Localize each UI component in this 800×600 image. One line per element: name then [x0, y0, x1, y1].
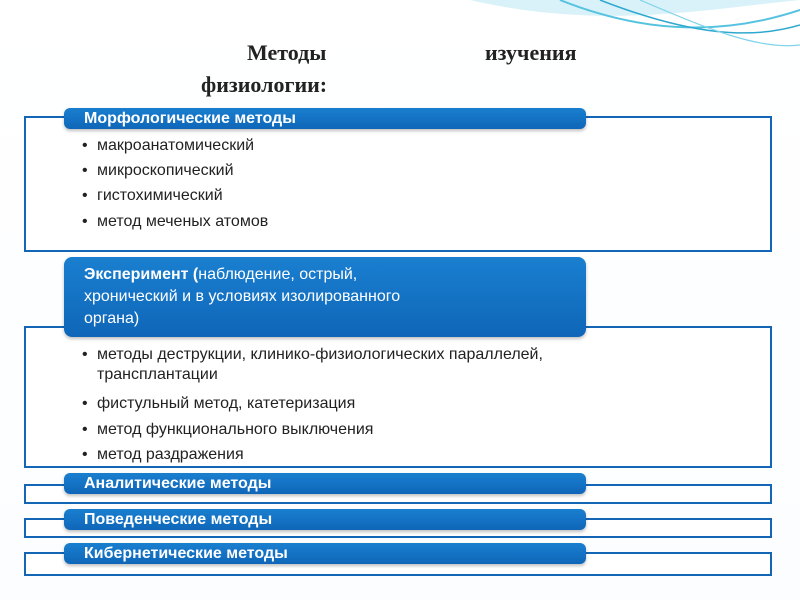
list-item: • макроанатомический	[84, 136, 254, 156]
analytic-header: Аналитические методы	[64, 473, 586, 494]
title-word-physiology: физиологии:	[201, 72, 328, 97]
list-item: • метод раздражения	[84, 445, 244, 465]
list-item: • микроскопический	[84, 161, 234, 181]
title-word-methods: Методы	[247, 40, 327, 65]
morphological-header: Морфологические методы	[64, 108, 586, 129]
experiment-header: Эксперимент (наблюдение, острый, хронический и в условиях изолированного органа)	[64, 257, 586, 337]
cybernetic-header: Кибернетические методы	[64, 543, 586, 564]
list-item: • методы деструкции, клинико-физиологических параллелей, трансплантации	[84, 345, 543, 385]
behavioral-header: Поведенческие методы	[64, 509, 586, 530]
list-item: • метод меченых атомов	[84, 212, 268, 232]
list-item: • гистохимический	[84, 186, 223, 206]
list-item: • фистульный метод, катетеризация	[84, 394, 355, 414]
title-word-study: изучения	[485, 40, 577, 65]
list-item: • метод функционального выключения	[84, 420, 373, 440]
